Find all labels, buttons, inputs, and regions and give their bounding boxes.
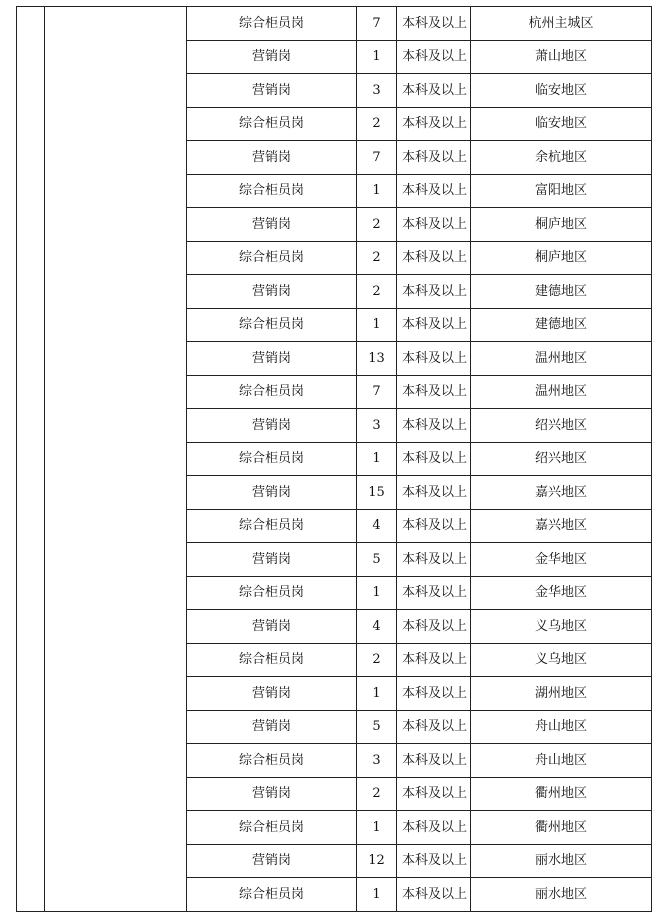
location-cell: 义乌地区: [471, 643, 652, 677]
location-cell: 桐庐地区: [471, 241, 652, 275]
education-cell: 本科及以上: [397, 275, 471, 309]
position-cell: 综合柜员岗: [187, 643, 357, 677]
location-cell: 余杭地区: [471, 141, 652, 175]
position-cell: 综合柜员岗: [187, 576, 357, 610]
count-cell: 4: [357, 610, 397, 644]
location-cell: 湖州地区: [471, 677, 652, 711]
count-cell: 2: [357, 107, 397, 141]
education-cell: 本科及以上: [397, 375, 471, 409]
count-cell: 2: [357, 643, 397, 677]
count-cell: 7: [357, 141, 397, 175]
count-cell: 1: [357, 308, 397, 342]
education-cell: 本科及以上: [397, 710, 471, 744]
position-cell: 营销岗: [187, 777, 357, 811]
location-cell: 萧山地区: [471, 40, 652, 74]
position-cell: 综合柜员岗: [187, 744, 357, 778]
recruitment-table: [16, 6, 652, 912]
recruitment-table-body: [17, 7, 652, 912]
count-cell: 12: [357, 844, 397, 878]
location-cell: 嘉兴地区: [471, 509, 652, 543]
location-cell: 义乌地区: [471, 610, 652, 644]
location-cell: 丽水地区: [471, 878, 652, 912]
count-cell: 3: [357, 744, 397, 778]
location-cell: 衢州地区: [471, 777, 652, 811]
location-cell: 丽水地区: [471, 844, 652, 878]
education-cell: 本科及以上: [397, 208, 471, 242]
position-cell: 综合柜员岗: [187, 308, 357, 342]
position-cell: 营销岗: [187, 409, 357, 443]
count-cell: 1: [357, 677, 397, 711]
location-cell: 绍兴地区: [471, 409, 652, 443]
count-cell: 1: [357, 576, 397, 610]
education-cell: 本科及以上: [397, 643, 471, 677]
education-cell: 本科及以上: [397, 241, 471, 275]
location-cell: 桐庐地区: [471, 208, 652, 242]
position-cell: 营销岗: [187, 342, 357, 376]
location-cell: 金华地区: [471, 543, 652, 577]
education-cell: 本科及以上: [397, 141, 471, 175]
education-cell: 本科及以上: [397, 677, 471, 711]
count-cell: 1: [357, 174, 397, 208]
count-cell: 5: [357, 543, 397, 577]
count-cell: 1: [357, 40, 397, 74]
position-cell: 营销岗: [187, 74, 357, 108]
location-cell: 衢州地区: [471, 811, 652, 845]
location-cell: 建德地区: [471, 275, 652, 309]
position-cell: 营销岗: [187, 543, 357, 577]
count-cell: 2: [357, 241, 397, 275]
education-cell: 本科及以上: [397, 610, 471, 644]
position-cell: 综合柜员岗: [187, 509, 357, 543]
position-cell: 综合柜员岗: [187, 375, 357, 409]
education-cell: 本科及以上: [397, 844, 471, 878]
education-cell: 本科及以上: [397, 744, 471, 778]
position-cell: 综合柜员岗: [187, 878, 357, 912]
position-cell: 营销岗: [187, 844, 357, 878]
merged-unit-cell: [45, 7, 187, 912]
position-cell: 营销岗: [187, 677, 357, 711]
education-cell: 本科及以上: [397, 74, 471, 108]
position-cell: 综合柜员岗: [187, 811, 357, 845]
position-cell: 营销岗: [187, 141, 357, 175]
position-cell: 综合柜员岗: [187, 7, 357, 41]
education-cell: 本科及以上: [397, 107, 471, 141]
education-cell: 本科及以上: [397, 442, 471, 476]
count-cell: 2: [357, 275, 397, 309]
education-cell: 本科及以上: [397, 7, 471, 41]
location-cell: 临安地区: [471, 107, 652, 141]
position-cell: 营销岗: [187, 476, 357, 510]
location-cell: 温州地区: [471, 375, 652, 409]
table-row: [17, 7, 652, 41]
position-cell: 综合柜员岗: [187, 241, 357, 275]
location-cell: 嘉兴地区: [471, 476, 652, 510]
position-cell: 营销岗: [187, 275, 357, 309]
location-cell: 富阳地区: [471, 174, 652, 208]
location-cell: 临安地区: [471, 74, 652, 108]
education-cell: 本科及以上: [397, 409, 471, 443]
count-cell: 1: [357, 878, 397, 912]
count-cell: 1: [357, 442, 397, 476]
position-cell: 营销岗: [187, 40, 357, 74]
education-cell: 本科及以上: [397, 777, 471, 811]
education-cell: 本科及以上: [397, 509, 471, 543]
count-cell: 4: [357, 509, 397, 543]
position-cell: 营销岗: [187, 610, 357, 644]
position-cell: 综合柜员岗: [187, 442, 357, 476]
location-cell: 杭州主城区: [471, 7, 652, 41]
location-cell: 绍兴地区: [471, 442, 652, 476]
education-cell: 本科及以上: [397, 576, 471, 610]
education-cell: 本科及以上: [397, 308, 471, 342]
location-cell: 建德地区: [471, 308, 652, 342]
education-cell: 本科及以上: [397, 543, 471, 577]
position-cell: 综合柜员岗: [187, 174, 357, 208]
education-cell: 本科及以上: [397, 476, 471, 510]
count-cell: 5: [357, 710, 397, 744]
location-cell: 金华地区: [471, 576, 652, 610]
position-cell: 综合柜员岗: [187, 107, 357, 141]
location-cell: 舟山地区: [471, 744, 652, 778]
education-cell: 本科及以上: [397, 174, 471, 208]
count-cell: 2: [357, 208, 397, 242]
education-cell: 本科及以上: [397, 40, 471, 74]
location-cell: 舟山地区: [471, 710, 652, 744]
education-cell: 本科及以上: [397, 342, 471, 376]
education-cell: 本科及以上: [397, 811, 471, 845]
count-cell: 3: [357, 74, 397, 108]
count-cell: 15: [357, 476, 397, 510]
count-cell: 7: [357, 7, 397, 41]
count-cell: 7: [357, 375, 397, 409]
merged-index-cell: [17, 7, 45, 912]
count-cell: 13: [357, 342, 397, 376]
location-cell: 温州地区: [471, 342, 652, 376]
education-cell: 本科及以上: [397, 878, 471, 912]
position-cell: 营销岗: [187, 710, 357, 744]
count-cell: 2: [357, 777, 397, 811]
count-cell: 1: [357, 811, 397, 845]
position-cell: 营销岗: [187, 208, 357, 242]
count-cell: 3: [357, 409, 397, 443]
